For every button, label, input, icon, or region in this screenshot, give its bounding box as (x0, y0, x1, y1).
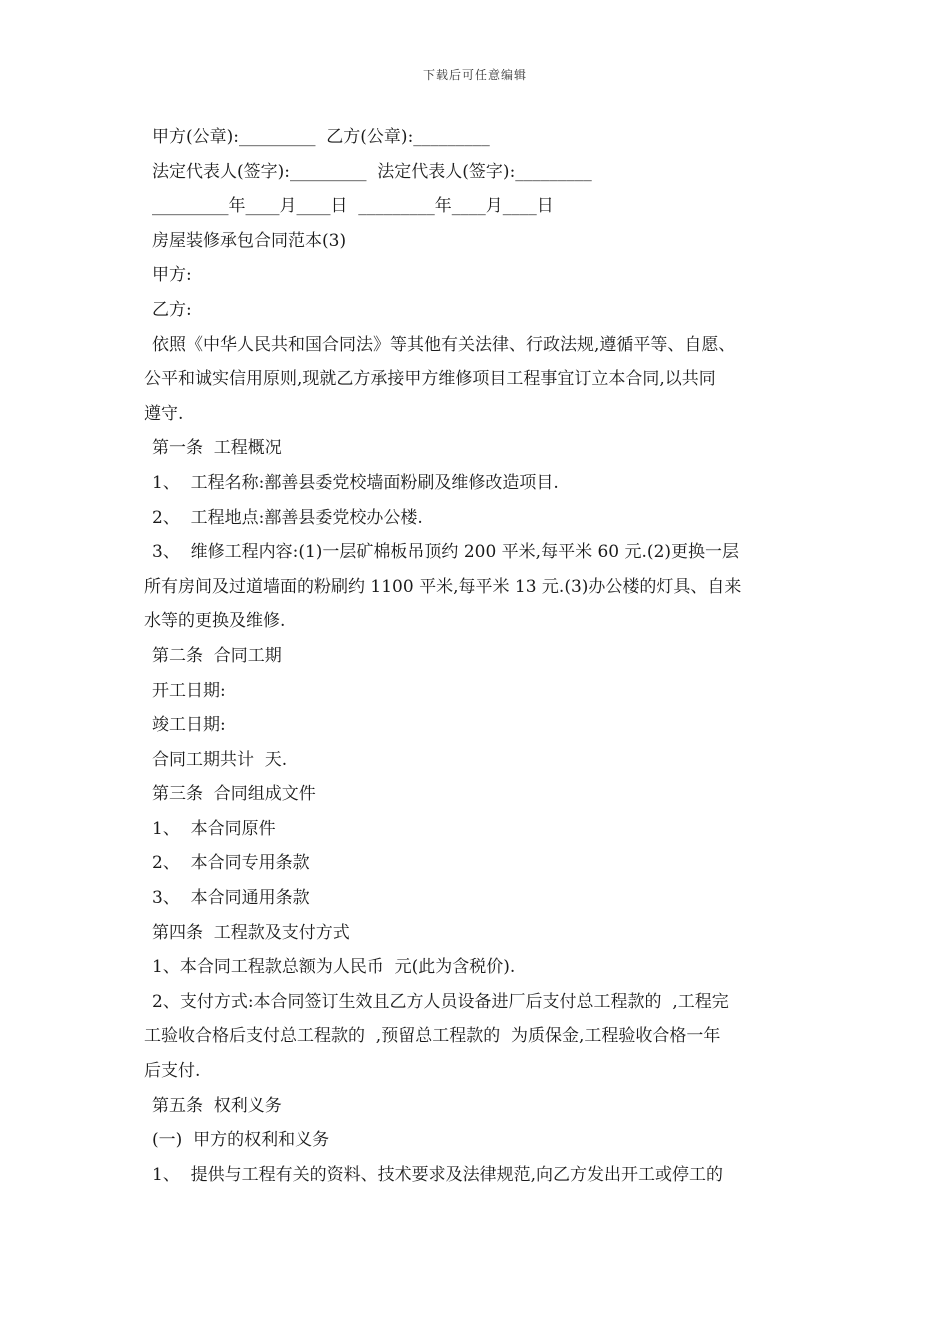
contract-line: 3、 本合同通用条款 (152, 888, 310, 909)
contract-line: 房屋装修承包合同范本(3) (152, 230, 347, 251)
contract-line: 2、支付方式:本合同签订生效且乙方人员设备进厂后支付总工程款的 ,工程完 (152, 991, 729, 1012)
contract-line: 第二条 合同工期 (152, 645, 282, 666)
page-header-note: 下载后可任意编辑 (422, 68, 527, 82)
contract-line: 竣工日期: (152, 715, 226, 736)
contract-line: 第一条 工程概况 (152, 438, 282, 459)
contract-body (144, 120, 809, 1192)
contract-line: (一) 甲方的权利和义务 (152, 1130, 330, 1151)
contract-line: 所有房间及过道墙面的粉刷约 1100 平米,每平米 13 元.(3)办公楼的灯具、自来 (144, 576, 742, 597)
contract-line: 2、 本合同专用条款 (152, 853, 310, 874)
contract-line: 依照《中华人民共和国合同法》等其他有关法律、行政法规,遵循平等、自愿、 (152, 334, 736, 355)
contract-line: 合同工期共计 天. (152, 749, 288, 770)
contract-line: 第三条 合同组成文件 (152, 784, 316, 805)
contract-line: 开工日期: (152, 680, 226, 701)
contract-line: 后支付. (144, 1061, 201, 1082)
contract-line: 乙方: (152, 299, 192, 320)
contract-line: 工验收合格后支付总工程款的 ,预留总工程款的 为质保金,工程验收合格一年 (144, 1026, 721, 1047)
contract-line: 第四条 工程款及支付方式 (152, 922, 350, 943)
contract-line: 2、 工程地点:鄯善县委党校办公楼. (152, 507, 423, 528)
contract-line: 水等的更换及维修. (144, 611, 286, 632)
contract-line: 1、 工程名称:鄯善县委党校墙面粉刷及维修改造项目. (152, 472, 559, 493)
contract-line: 第五条 权利义务 (152, 1095, 282, 1116)
contract-line: _________年____月____日 _________年____月____日 (152, 196, 554, 217)
contract-line: 甲方: (152, 265, 192, 286)
contract-line: 遵守. (144, 403, 184, 424)
contract-line: 1、 提供与工程有关的资料、技术要求及法律规范,向乙方发出开工或停工的 (152, 1164, 724, 1185)
contract-line: 1、本合同工程款总额为人民币 元(此为含税价). (152, 957, 516, 978)
contract-line: 1、 本合同原件 (152, 818, 276, 839)
contract-line: 法定代表人(签字):_________ 法定代表人(签字):_________ (152, 161, 592, 182)
contract-line: 3、 维修工程内容:(1)一层矿棉板吊顶约 200 平米,每平米 60 元.(2)更换一层 (152, 542, 740, 563)
contract-line: 公平和诚实信用原则,现就乙方承接甲方维修项目工程事宜订立本合同,以共同 (144, 369, 716, 390)
contract-line: 甲方(公章):_________ 乙方(公章):_________ (152, 127, 490, 147)
